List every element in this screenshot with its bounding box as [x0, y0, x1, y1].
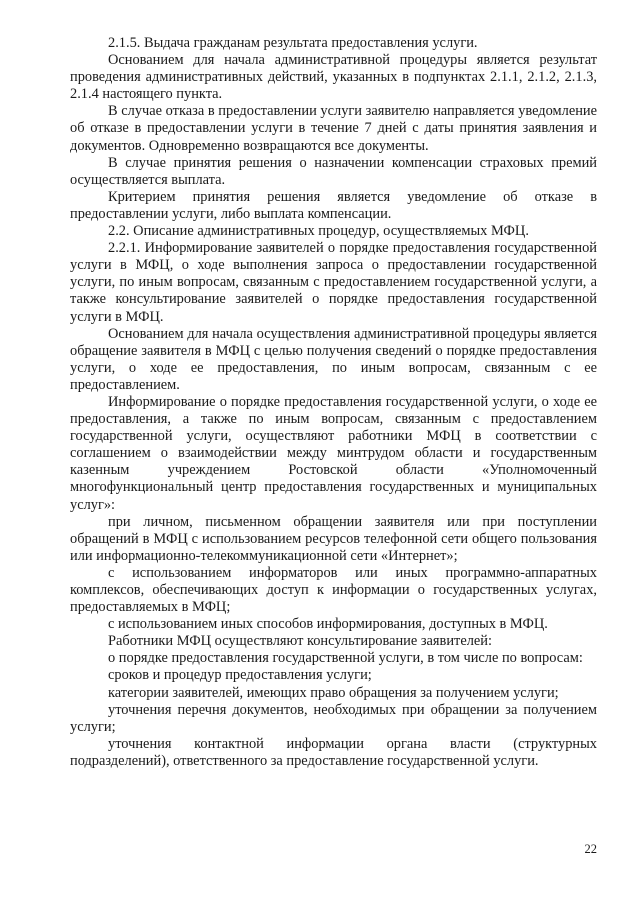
paragraph-basis-for-issuing: Основанием для начала административной процедуры является результат проведения административных действий, указанных в подпунктах 2.1.1, 2.1.2, 2.1.3, 2.1.4 настоящего пункта.: [70, 52, 597, 103]
paragraph-informing-by-mfc-staff: Информирование о порядке предоставления государственной услуги, о ходе ее предоставления, а также по иным вопросам, связанным с предоставлением государственной услуги, осуществляют работники МФЦ в соответствии с соглашением о взаимодействии между минтрудом области и государственным казенным учреждением Ростовской области «Уполномоченный многофункциональный центр предоставления государственных и муниципальных услуг»:: [70, 393, 597, 513]
paragraph-decision-criterion: Критерием принятия решения является уведомление об отказе в предоставлении услуги, либо выплата компенсации.: [70, 188, 597, 222]
paragraph-document-list: уточнения перечня документов, необходимых при обращении за получением услуги;: [70, 701, 597, 735]
paragraph-consulting-procedure: о порядке предоставления государственной услуги, в том числе по вопросам:: [108, 650, 583, 667]
paragraph-refusal-notice: В случае отказа в предоставлении услуги заявителю направляется уведомление об отказе в предоставлении услуги в течение 7 дней с даты принятия заявления и документов. Одновременно возвращаются все документы.: [70, 103, 597, 154]
page-number: 22: [584, 842, 597, 856]
paragraph-deadlines-and-procedures: сроков и процедур предоставления услуги;: [108, 667, 372, 684]
paragraph-basis-for-informing: Основанием для начала осуществления административной процедуры является обращение заявителя в МФЦ с целью получения сведений о порядке предоставления услуги, о ходе ее предоставления, по иным вопросам, связанным с ее предоставлением.: [70, 325, 597, 393]
paragraph-other-methods: с использованием иных способов информирования, доступных в МФЦ.: [108, 616, 548, 633]
document-body: [70, 35, 597, 770]
paragraph-item-2-2-heading: 2.2. Описание административных процедур, осуществляемых МФЦ.: [108, 223, 529, 240]
paragraph-contact-information: уточнения контактной информации органа власти (структурных подразделений), ответственного за предоставление государственной услуги.: [70, 735, 597, 769]
paragraph-item-2-1-5-heading: 2.1.5. Выдача гражданам результата предоставления услуги.: [108, 35, 478, 51]
paragraph-item-2-2-1: 2.2.1. Информирование заявителей о порядке предоставления государственной услуги в МФЦ, о ходе выполнения запроса о предоставлении государственной услуги, по иным вопросам, связанным с предоставлением государственной услуги, а также консультирование заявителей о порядке предоставления государственной услуги в МФЦ.: [70, 240, 597, 325]
paragraph-compensation-payment: В случае принятия решения о назначении компенсации страховых премий осуществляется выплата.: [70, 154, 597, 188]
paragraph-personal-written-requests: при личном, письменном обращении заявителя или при поступлении обращений в МФЦ с использованием ресурсов телефонной сети общего пользования или информационно-телекоммуникационной сети «Интернет»;: [70, 513, 597, 564]
paragraph-consulting-intro: Работники МФЦ осуществляют консультирование заявителей:: [108, 633, 492, 650]
paragraph-informers-and-kiosks: с использованием информаторов или иных программно-аппаратных комплексов, обеспечивающих доступ к информации о государственных услугах, предоставляемых в МФЦ;: [70, 564, 597, 616]
paragraph-applicant-categories: категории заявителей, имеющих право обращения за получением услуги;: [108, 684, 559, 701]
